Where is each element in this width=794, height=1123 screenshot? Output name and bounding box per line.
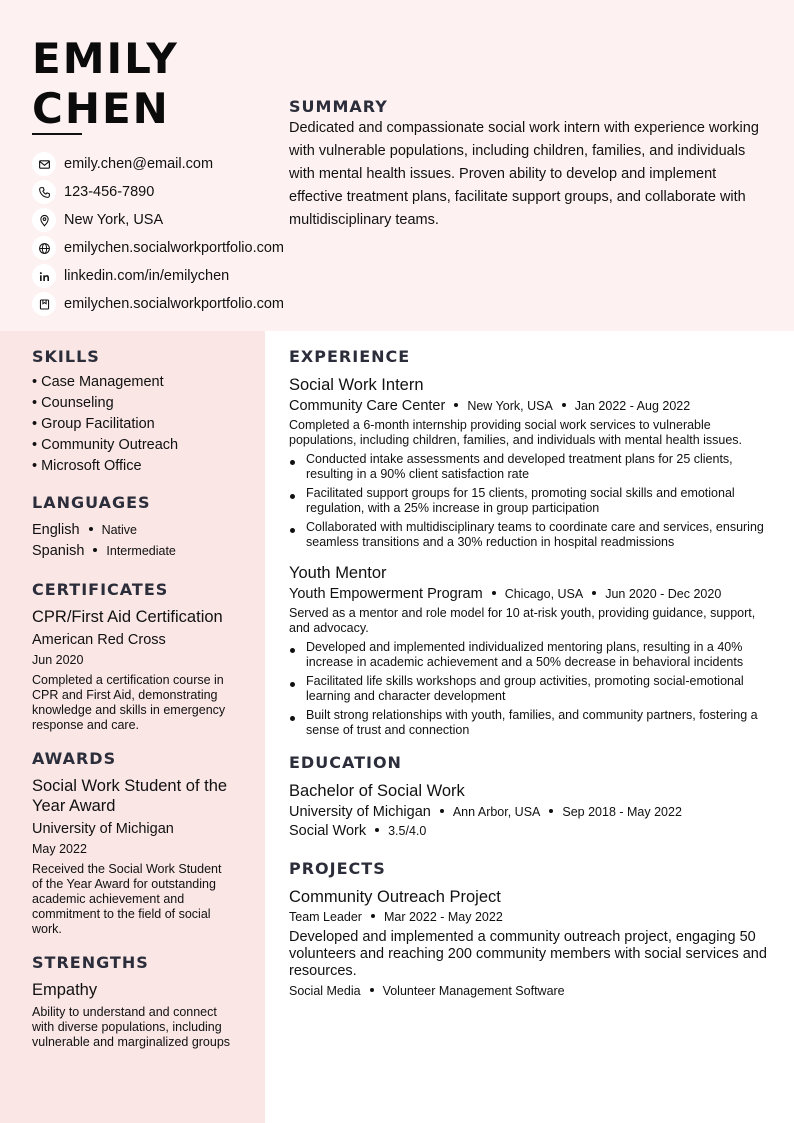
contact-email-text: emily.chen@email.com	[64, 156, 214, 172]
mail-icon	[32, 152, 56, 176]
certificate-name: CPR/First Aid Certification	[32, 608, 223, 626]
contact-website-text: emilychen.socialworkportfolio.com	[64, 240, 284, 256]
contact-linkedin[interactable]	[32, 262, 284, 290]
bullet-item	[289, 674, 774, 704]
school-location: Ann Arbor, USA	[452, 805, 541, 819]
award-issuer: University of Michigan	[32, 821, 174, 837]
separator-dot	[592, 591, 596, 595]
education-meta	[289, 804, 774, 820]
project-role: Team Leader	[289, 910, 362, 924]
education-section	[289, 753, 774, 839]
languages-section	[32, 493, 242, 562]
contact-portfolio-text: emilychen.socialworkportfolio.com	[64, 296, 284, 312]
linkedin-icon	[32, 264, 56, 288]
contact-phone[interactable]	[32, 178, 284, 206]
strengths-title: STRENGTHS	[32, 953, 149, 972]
project-dates: Mar 2022 - May 2022	[383, 910, 503, 924]
job-entry	[289, 563, 774, 738]
skill-item: • Microsoft Office	[32, 458, 142, 474]
candidate-name	[32, 34, 179, 134]
language-item	[32, 520, 242, 541]
bullet-dot	[290, 494, 295, 499]
job-dates: Jan 2022 - Aug 2022	[574, 399, 691, 413]
job-entry	[289, 375, 774, 550]
main-column	[289, 347, 774, 998]
bullet-dot	[290, 528, 295, 533]
projects-section	[289, 859, 774, 998]
awards-title: AWARDS	[32, 749, 117, 768]
skill-item: • Group Facilitation	[32, 416, 155, 432]
job-meta	[289, 398, 774, 414]
education-dates: Sep 2018 - May 2022	[562, 805, 682, 819]
last-name: CHEN	[32, 84, 170, 133]
portfolio-icon	[32, 292, 56, 316]
skill-item: • Counseling	[32, 395, 114, 411]
job-title: Youth Mentor	[289, 564, 387, 582]
job-title: Social Work Intern	[289, 376, 424, 394]
job-meta	[289, 586, 774, 602]
separator-dot	[370, 988, 374, 992]
bullet-text: Built strong relationships with youth, families, and community partners, fostering a sense of trust and connection	[306, 708, 758, 737]
contact-location-text: New York, USA	[64, 212, 164, 228]
phone-icon	[32, 180, 56, 204]
summary-section	[289, 97, 769, 232]
contact-location	[32, 206, 284, 234]
skill-item: • Community Outreach	[32, 437, 179, 453]
award-date: May 2022	[32, 842, 87, 856]
first-name: EMILY	[32, 34, 179, 83]
separator-dot	[492, 591, 496, 595]
language-item	[32, 541, 242, 562]
summary-text: Dedicated and compassionate social work intern with experience working with vulnerable populations, including children, families, and individuals with mental health issues. Proven ability to develop and implement effective treatment plans, facilitate support groups, and collaborate with multidisciplinary teams.	[289, 120, 759, 228]
strength-description: Ability to understand and connect with diverse populations, including vulnerable and marginalized groups	[32, 1005, 231, 1049]
separator-dot	[549, 809, 553, 813]
summary-title: SUMMARY	[289, 97, 388, 116]
location-pin-icon	[32, 208, 56, 232]
contact-phone-text: 123-456-7890	[64, 184, 155, 200]
bullet-item	[289, 640, 774, 670]
bullet-text: Facilitated life skills workshops and group activities, promoting social-emotional learning and character development	[306, 674, 744, 703]
degree-name: Bachelor of Social Work	[289, 782, 465, 800]
project-tool: Social Media	[289, 984, 361, 998]
projects-title: PROJECTS	[289, 859, 386, 878]
skill-item: • Case Management	[32, 374, 164, 390]
job-bullets	[289, 640, 774, 738]
separator-dot	[89, 527, 93, 531]
bullet-dot	[290, 682, 295, 687]
bullet-dot	[290, 460, 295, 465]
project-tool: Volunteer Management Software	[382, 984, 565, 998]
job-description: Completed a 6-month internship providing social work services to vulnerable populations, including children, families, and individuals with mental health issues.	[289, 418, 743, 447]
certificate-issuer: American Red Cross	[32, 632, 166, 648]
certificate-description: Completed a certification course in CPR and First Aid, demonstrating knowledge and skills in emergency response and care.	[32, 673, 226, 732]
job-dates: Jun 2020 - Dec 2020	[605, 587, 722, 601]
language-name: English	[32, 522, 80, 538]
education-field-meta	[289, 823, 774, 839]
bullet-dot	[290, 648, 295, 653]
skills-section	[32, 347, 242, 477]
job-organization: Community Care Center	[289, 398, 446, 414]
separator-dot	[371, 914, 375, 918]
certificates-title: CERTIFICATES	[32, 580, 169, 599]
project-tools	[289, 984, 774, 998]
contact-portfolio[interactable]	[32, 290, 284, 318]
separator-dot	[375, 828, 379, 832]
job-bullets	[289, 452, 774, 550]
project-name: Community Outreach Project	[289, 888, 501, 906]
job-description: Served as a mentor and role model for 10 at-risk youth, providing guidance, support, and advocacy.	[289, 606, 756, 635]
separator-dot	[454, 403, 458, 407]
awards-section	[32, 749, 242, 937]
skills-title: SKILLS	[32, 347, 100, 366]
bullet-item	[289, 708, 774, 738]
bullet-text: Facilitated support groups for 15 clients, promoting social skills and emotional regulation, with a 25% increase in group participation	[306, 486, 735, 515]
name-divider	[32, 133, 82, 135]
project-description: Developed and implemented a community outreach project, engaging 50 volunteers and reaching 200 community members with social services and resources.	[289, 929, 767, 979]
bullet-text: Developed and implemented individualized mentoring plans, resulting in a 40% increase in academic achievement and a 50% decrease in behavioral incidents	[306, 640, 744, 669]
strength-name: Empathy	[32, 981, 98, 999]
globe-icon	[32, 236, 56, 260]
certificate-date: Jun 2020	[32, 653, 84, 667]
bullet-item	[289, 486, 774, 516]
project-meta	[289, 910, 774, 924]
award-description: Received the Social Work Student of the Year Award for outstanding academic achievement and commitment to the field of social work.	[32, 862, 222, 936]
bullet-text: Conducted intake assessments and developed treatment plans for 25 clients, resulting in a 90% client satisfaction rate	[306, 452, 733, 481]
gpa: 3.5/4.0	[388, 824, 427, 838]
job-organization: Youth Empowerment Program	[289, 586, 483, 602]
job-location: Chicago, USA	[504, 587, 584, 601]
bullet-item	[289, 520, 774, 550]
contact-list	[32, 150, 284, 318]
contact-website[interactable]	[32, 234, 284, 262]
separator-dot	[440, 809, 444, 813]
school-name: University of Michigan	[289, 804, 431, 820]
experience-title: EXPERIENCE	[289, 347, 411, 366]
language-level: Native	[101, 523, 137, 537]
languages-title: LANGUAGES	[32, 493, 151, 512]
field-of-study: Social Work	[289, 823, 367, 839]
contact-linkedin-text: linkedin.com/in/emilychen	[64, 268, 230, 284]
certificates-section	[32, 580, 242, 733]
award-name: Social Work Student of the Year Award	[32, 777, 228, 815]
separator-dot	[93, 548, 97, 552]
experience-section	[289, 347, 774, 738]
job-location: New York, USA	[467, 399, 553, 413]
skills-list	[32, 372, 242, 477]
sidebar	[32, 347, 242, 1050]
separator-dot	[562, 403, 566, 407]
strengths-section	[32, 953, 242, 1050]
bullet-text: Collaborated with multidisciplinary teams to coordinate care and services, ensuring seamless transitions and a 30% reduction in hospital readmissions	[306, 520, 764, 549]
bullet-dot	[290, 716, 295, 721]
language-name: Spanish	[32, 543, 85, 559]
education-title: EDUCATION	[289, 753, 402, 772]
language-level: Intermediate	[106, 544, 176, 558]
bullet-item	[289, 452, 774, 482]
contact-email[interactable]	[32, 150, 284, 178]
